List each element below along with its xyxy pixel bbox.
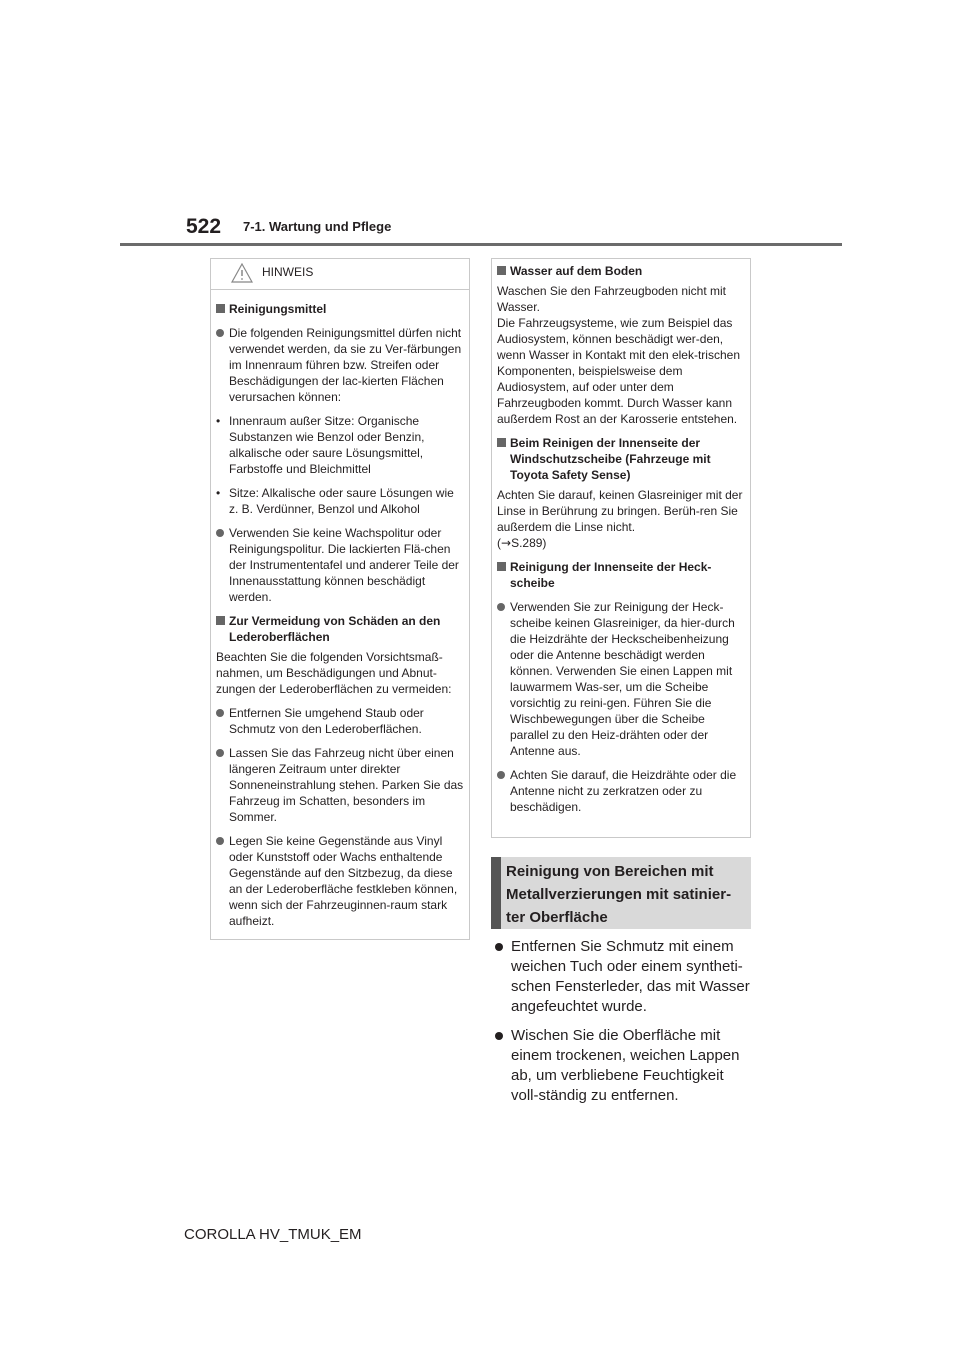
notice-bullet: Verwenden Sie zur Reinigung der Heck-scheibe keinen Glasreiniger, da hier-durch die Heizdrähte der Heckscheibenheizung oder die Antenne beschädigt werden können. Verwenden Sie einen Lappen mit lauwarmem Was-ser, um die Scheibe vorsichtig zu reini-gen. Führen Sie die Wischbewegungen über die Scheibe parallel zu den Heiz-drähten oder der Antenne aus. [497,599,745,759]
notice-title: HINWEIS [262,265,314,279]
notice-bullet: Lassen Sie das Fahrzeug nicht über einen längeren Zeitraum unter direkter Sonneneinstrahlung stehen. Parken Sie das Fahrzeug im Schatten, besonders im Sommer. [216,745,464,825]
notice-paragraph: Achten Sie darauf, keinen Glasreiniger mit der Linse in Berührung zu bringen. Berüh-ren Sie außerdem die Linse nicht. [497,488,743,534]
notice-heading: Zur Vermeidung von Schäden an den Lederoberflächen [216,613,464,645]
notice-header [211,259,469,290]
header-rule [120,243,842,246]
notice-continued-content [492,259,750,815]
notice-paragraph: Waschen Sie den Fahrzeugboden nicht mit Wasser. [497,284,727,314]
notice-bullet: Verwenden Sie keine Wachspolitur oder Reinigungspolitur. Die lackierten Flä-chen der Instrumententafel und anderer Teile der Innenausstattung können beschädigt werden. [216,525,464,605]
notice-heading: Wasser auf dem Boden [497,263,745,279]
step-item: Wischen Sie die Oberfläche mit einem trockenen, weichen Lappen ab, um verbliebene Feuchtigkeit voll-ständig zu entfernen. [493,1026,751,1106]
notice-heading: Reinigungsmittel [216,301,464,317]
step-item: Entfernen Sie Schmutz mit einem weichen Tuch oder einem syntheti-schen Fensterleder, das mit Wasser angefeuchtet wurde. [493,937,751,1017]
notice-heading: Beim Reinigen der Innenseite der Windschutzscheibe (Fahrzeuge mit Toyota Safety Sense) [497,435,745,483]
footer-model: COROLLA HV_TMUK_EM [184,1226,362,1243]
page-reference[interactable]: (→S.289) [497,536,547,550]
notice-paragraph: Die Fahrzeugsysteme, wie zum Beispiel das Audiosystem, können beschädigt wer-den, wenn Wasser in Kontakt mit den elek-trischen Komponenten, beispielsweise dem Audiosystem, auf oder unter dem Fahrzeugboden kommt. Durch Wasser kann außerdem Rost an der Karosserie entstehen. [497,316,740,426]
notice-box [210,258,470,940]
page-reference-label: S.289 [511,536,543,550]
steps-list [493,937,751,1106]
warning-icon [231,263,253,283]
section-heading: Reinigung von Bereichen mit Metallverzierungen mit satinier-ter Oberfläche [506,863,732,926]
section-title: 7-1. Wartung und Pflege [243,219,392,234]
notice-bullet: Legen Sie keine Gegenstände aus Vinyl oder Kunststoff oder Wachs enthaltende Gegenstände auf den Sitzbezug, da diese an der Lederoberfläche festkleben können, wenn sich der Fahrzeuginnen-raum stark aufheizt. [216,833,464,929]
notice-dot-item: • Sitze: Alkalische oder saure Lösungen wie z. B. Verdünner, Benzol und Alkohol [216,485,464,517]
section-heading-bar [491,857,501,929]
section-heading-box [491,857,751,929]
notice-bullet: Die folgenden Reinigungsmittel dürfen nicht verwendet werden, da sie zu Ver-färbungen im Innenraum führen bzw. Streifen oder Beschädigungen der lac-kierten Flächen verursachen können: [216,325,464,405]
arrow-right-icon: → [501,536,512,550]
notice-heading: Reinigung der Innenseite der Heck-scheibe [497,559,745,591]
page-number: 522 [186,215,222,238]
notice-bullet: Entfernen Sie umgehend Staub oder Schmutz von den Lederoberflächen. [216,705,464,737]
notice-content [211,290,469,929]
notice-paragraph: Beachten Sie die folgenden Vorsichtsmaß-nahmen, um Beschädigungen und Abnut-zungen der Lederoberflächen zu vermeiden: [216,650,452,696]
notice-bullet: Achten Sie darauf, die Heizdrähte oder die Antenne nicht zu zerkratzen oder zu beschädigen. [497,767,745,815]
notice-dot-item: • Innenraum außer Sitze: Organische Substanzen wie Benzol oder Benzin, alkalische oder saure Lösungsmittel, Farbstoffe und Bleichmittel [216,413,464,477]
notice-continued-box [491,258,751,838]
